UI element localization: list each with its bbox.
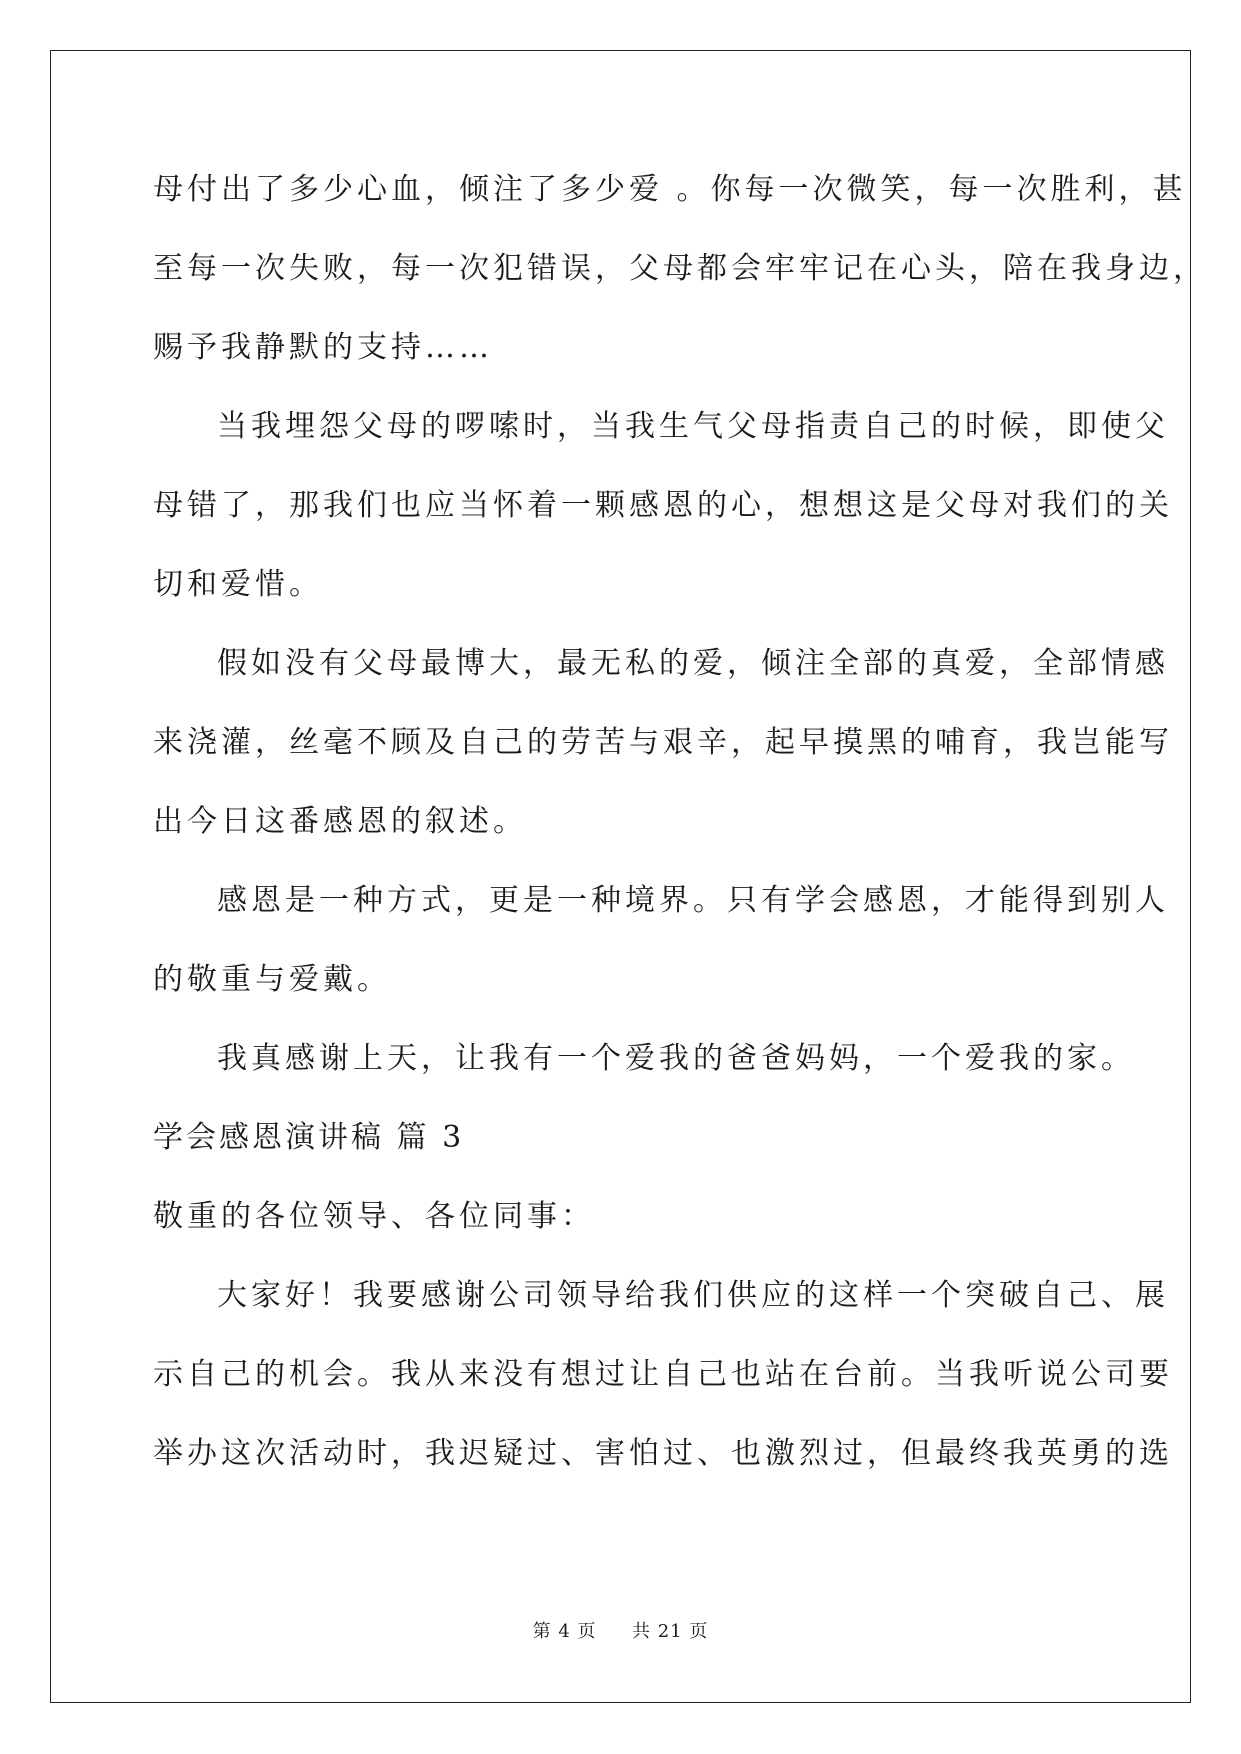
paragraph-line: 举办这次活动时，我迟疑过、害怕过、也激烈过，但最终我英勇的选 [153, 1436, 1173, 1471]
paragraph-line: 来浇灌，丝毫不顾及自己的劳苦与艰辛，起早摸黑的哺育，我岂能写 [153, 725, 1173, 760]
document-body [153, 150, 1207, 1493]
paragraph-line: 出今日这番感恩的叙述。 [153, 804, 527, 839]
page-total: 共 21 页 [632, 1621, 709, 1642]
paragraph-line: 母错了，那我们也应当怀着一颗感恩的心，想想这是父母对我们的关 [153, 488, 1173, 523]
paragraph-line: 的敬重与爱戴。 [153, 962, 391, 997]
paragraph-line: 感恩是一种方式，更是一种境界。只有学会感恩，才能得到别人 [217, 883, 1169, 918]
paragraph-line: 母付出了多少心血，倾注了多少爱 。你每一次微笑，每一次胜利，甚 [153, 172, 1187, 207]
salutation-line: 敬重的各位领导、各位同事： [153, 1199, 595, 1234]
page-footer [0, 1617, 1241, 1643]
paragraph-line: 切和爱惜。 [153, 567, 323, 602]
paragraph-line: 示自己的机会。我从来没有想过让自己也站在台前。当我听说公司要 [153, 1357, 1173, 1392]
page-number: 第 4 页 [532, 1621, 597, 1642]
section-heading: 学会感恩演讲稿 篇 3 [153, 1120, 465, 1155]
paragraph-line: 至每一次失败，每一次犯错误，父母都会牢牢记在心头，陪在我身边， [153, 251, 1207, 286]
paragraph-line: 我真感谢上天，让我有一个爱我的爸爸妈妈，一个爱我的家。 [217, 1041, 1135, 1076]
paragraph-line: 赐予我静默的支持…… [153, 330, 493, 365]
paragraph-line: 假如没有父母最博大，最无私的爱，倾注全部的真爱，全部情感 [217, 646, 1169, 681]
paragraph-line: 当我埋怨父母的啰嗦时，当我生气父母指责自己的时候，即使父 [217, 409, 1169, 444]
paragraph-line: 大家好！我要感谢公司领导给我们供应的这样一个突破自己、展 [217, 1278, 1169, 1313]
